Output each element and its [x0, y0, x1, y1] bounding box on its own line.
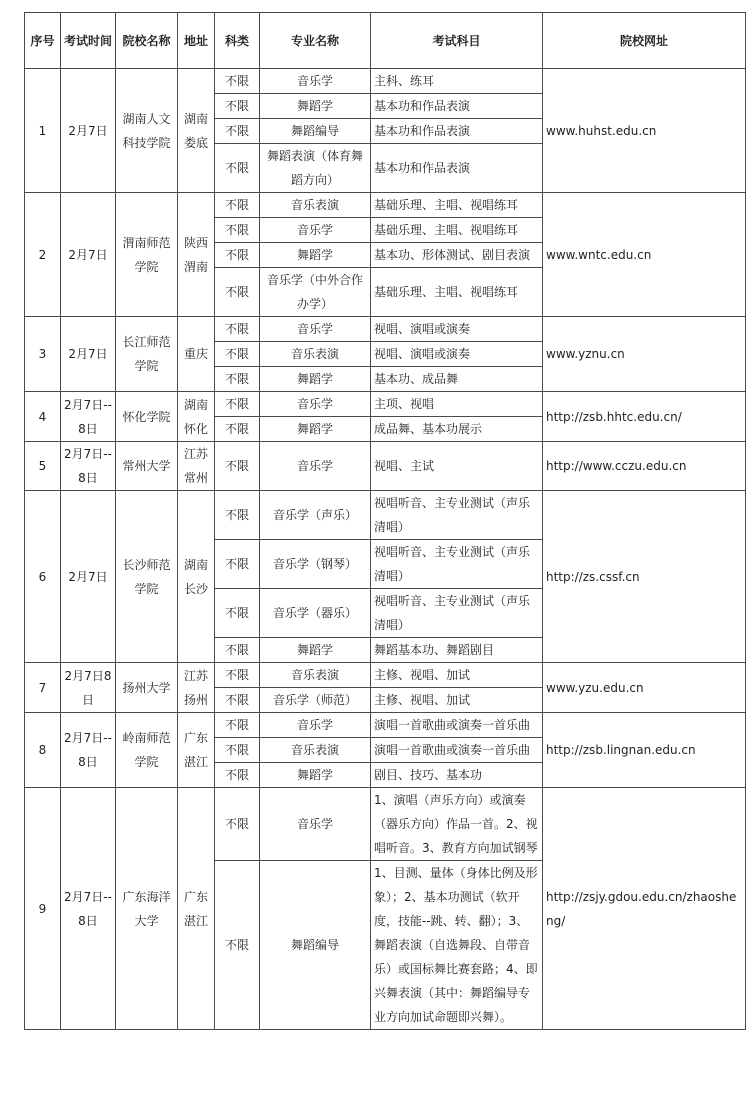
school-address: 广东湛江 — [178, 713, 215, 788]
major-category: 不限 — [215, 69, 260, 94]
school-website-link[interactable]: http://zs.cssf.cn — [543, 491, 746, 663]
exam-time: 2月7日 — [61, 69, 116, 193]
exam-time: 2月7日 — [61, 491, 116, 663]
major-category: 不限 — [215, 94, 260, 119]
table-row — [25, 392, 746, 417]
school-name: 怀化学院 — [116, 392, 178, 442]
school-website-link[interactable]: www.yzu.edu.cn — [543, 663, 746, 713]
major-category: 不限 — [215, 367, 260, 392]
school-website-link[interactable]: www.huhst.edu.cn — [543, 69, 746, 193]
table-row — [25, 491, 746, 540]
school-name: 渭南师范学院 — [116, 193, 178, 317]
row-number: 1 — [25, 69, 61, 193]
school-name: 岭南师范学院 — [116, 713, 178, 788]
major-name: 音乐学（师范） — [260, 688, 371, 713]
major-name: 音乐学（器乐） — [260, 589, 371, 638]
major-category: 不限 — [215, 268, 260, 317]
exam-subjects: 视唱听音、主专业测试（声乐清唱） — [371, 589, 543, 638]
exam-time: 2月7日--8日 — [61, 442, 116, 491]
major-name: 音乐学 — [260, 788, 371, 861]
table-body — [25, 69, 746, 1030]
exam-subjects: 主修、视唱、加试 — [371, 688, 543, 713]
school-name: 扬州大学 — [116, 663, 178, 713]
exam-subjects: 视唱听音、主专业测试（声乐清唱） — [371, 491, 543, 540]
header-address: 地址 — [178, 13, 215, 69]
exam-subjects: 视唱、演唱或演奏 — [371, 342, 543, 367]
exam-subjects: 剧目、技巧、基本功 — [371, 763, 543, 788]
major-category: 不限 — [215, 342, 260, 367]
school-name: 湖南人文科技学院 — [116, 69, 178, 193]
exam-subjects: 1、目测、量体（身体比例及形象）；2、基本功测试（软开度，技能--跳、转、翻）；3、舞蹈表演（自选舞段、自带音乐）或国标舞比赛套路；4、即兴舞表演（其中：舞蹈编导专业方向加试命题即兴舞）。 — [371, 861, 543, 1030]
school-address: 湖南怀化 — [178, 392, 215, 442]
header-major: 专业名称 — [260, 13, 371, 69]
exam-time: 2月7日 — [61, 193, 116, 317]
row-number: 2 — [25, 193, 61, 317]
school-website-link[interactable]: http://zsb.hhtc.edu.cn/ — [543, 392, 746, 442]
table-row — [25, 69, 746, 94]
school-name: 长江师范学院 — [116, 317, 178, 392]
major-name: 音乐学（声乐） — [260, 491, 371, 540]
major-name: 音乐表演 — [260, 342, 371, 367]
school-address: 陕西渭南 — [178, 193, 215, 317]
major-name: 舞蹈学 — [260, 94, 371, 119]
exam-subjects: 1、演唱（声乐方向）或演奏（器乐方向）作品一首。2、视唱听音。3、教育方向加试钢琴 — [371, 788, 543, 861]
row-number: 8 — [25, 713, 61, 788]
row-number: 3 — [25, 317, 61, 392]
major-name: 音乐表演 — [260, 663, 371, 688]
table-row — [25, 442, 746, 491]
exam-subjects: 基础乐理、主唱、视唱练耳 — [371, 268, 543, 317]
major-name: 音乐学 — [260, 69, 371, 94]
major-name: 音乐表演 — [260, 738, 371, 763]
table-row — [25, 788, 746, 861]
school-name: 广东海洋大学 — [116, 788, 178, 1030]
major-category: 不限 — [215, 491, 260, 540]
major-name: 音乐表演 — [260, 193, 371, 218]
exam-subjects: 视唱听音、主专业测试（声乐清唱） — [371, 540, 543, 589]
major-name: 音乐学 — [260, 713, 371, 738]
school-address: 江苏常州 — [178, 442, 215, 491]
header-school: 院校名称 — [116, 13, 178, 69]
school-website-link[interactable]: www.wntc.edu.cn — [543, 193, 746, 317]
exam-subjects: 基本功、形体测试、剧目表演 — [371, 243, 543, 268]
major-category: 不限 — [215, 317, 260, 342]
major-name: 音乐学（中外合作办学） — [260, 268, 371, 317]
major-category: 不限 — [215, 218, 260, 243]
major-category: 不限 — [215, 788, 260, 861]
major-name: 音乐学（钢琴） — [260, 540, 371, 589]
exam-subjects: 视唱、演唱或演奏 — [371, 317, 543, 342]
major-category: 不限 — [215, 738, 260, 763]
school-address: 湖南娄底 — [178, 69, 215, 193]
major-name: 音乐学 — [260, 317, 371, 342]
exam-time: 2月7日--8日 — [61, 788, 116, 1030]
exam-subjects: 基础乐理、主唱、视唱练耳 — [371, 218, 543, 243]
exam-time: 2月7日--8日 — [61, 392, 116, 442]
major-category: 不限 — [215, 589, 260, 638]
header-subjects: 考试科目 — [371, 13, 543, 69]
exam-time: 2月7日 — [61, 317, 116, 392]
exam-subjects: 舞蹈基本功、舞蹈剧目 — [371, 638, 543, 663]
major-name: 舞蹈编导 — [260, 119, 371, 144]
exam-subjects: 主修、视唱、加试 — [371, 663, 543, 688]
major-name: 舞蹈学 — [260, 367, 371, 392]
table-row — [25, 193, 746, 218]
major-name: 舞蹈表演（体育舞蹈方向） — [260, 144, 371, 193]
exam-subjects: 演唱一首歌曲或演奏一首乐曲 — [371, 738, 543, 763]
exam-subjects: 主项、视唱 — [371, 392, 543, 417]
school-name: 常州大学 — [116, 442, 178, 491]
major-name: 舞蹈编导 — [260, 861, 371, 1030]
major-category: 不限 — [215, 540, 260, 589]
table-row — [25, 317, 746, 342]
school-website-link[interactable]: www.yznu.cn — [543, 317, 746, 392]
school-address: 重庆 — [178, 317, 215, 392]
major-category: 不限 — [215, 713, 260, 738]
major-name: 舞蹈学 — [260, 417, 371, 442]
row-number: 4 — [25, 392, 61, 442]
major-category: 不限 — [215, 144, 260, 193]
exam-time: 2月7日--8日 — [61, 713, 116, 788]
exam-subjects: 基本功和作品表演 — [371, 144, 543, 193]
major-name: 音乐学 — [260, 392, 371, 417]
major-category: 不限 — [215, 688, 260, 713]
major-name: 音乐学 — [260, 218, 371, 243]
major-category: 不限 — [215, 663, 260, 688]
school-address: 江苏扬州 — [178, 663, 215, 713]
table-row — [25, 663, 746, 688]
major-category: 不限 — [215, 193, 260, 218]
header-category: 科类 — [215, 13, 260, 69]
school-address: 广东湛江 — [178, 788, 215, 1030]
major-category: 不限 — [215, 243, 260, 268]
exam-subjects: 主科、练耳 — [371, 69, 543, 94]
exam-time: 2月7日8日 — [61, 663, 116, 713]
major-category: 不限 — [215, 119, 260, 144]
exam-subjects: 成品舞、基本功展示 — [371, 417, 543, 442]
row-number: 6 — [25, 491, 61, 663]
school-address: 湖南长沙 — [178, 491, 215, 663]
header-row — [25, 13, 746, 69]
major-name: 舞蹈学 — [260, 243, 371, 268]
major-name: 舞蹈学 — [260, 763, 371, 788]
header-time: 考试时间 — [61, 13, 116, 69]
row-number: 5 — [25, 442, 61, 491]
admissions-table — [24, 12, 746, 1030]
exam-subjects: 基本功和作品表演 — [371, 119, 543, 144]
major-category: 不限 — [215, 763, 260, 788]
exam-subjects: 基本功和作品表演 — [371, 94, 543, 119]
school-name: 长沙师范学院 — [116, 491, 178, 663]
school-website-link[interactable]: http://www.cczu.edu.cn — [543, 442, 746, 491]
exam-subjects: 演唱一首歌曲或演奏一首乐曲 — [371, 713, 543, 738]
major-category: 不限 — [215, 417, 260, 442]
header-website: 院校网址 — [543, 13, 746, 69]
row-number: 9 — [25, 788, 61, 1030]
major-category: 不限 — [215, 442, 260, 491]
exam-subjects: 视唱、主试 — [371, 442, 543, 491]
exam-subjects: 基础乐理、主唱、视唱练耳 — [371, 193, 543, 218]
major-category: 不限 — [215, 638, 260, 663]
school-website-link[interactable]: http://zsjy.gdou.edu.cn/zhaosheng/ — [543, 788, 746, 1030]
major-name: 音乐学 — [260, 442, 371, 491]
table-row — [25, 713, 746, 738]
exam-subjects: 基本功、成品舞 — [371, 367, 543, 392]
major-category: 不限 — [215, 392, 260, 417]
header-no: 序号 — [25, 13, 61, 69]
row-number: 7 — [25, 663, 61, 713]
major-name: 舞蹈学 — [260, 638, 371, 663]
major-category: 不限 — [215, 861, 260, 1030]
school-website-link[interactable]: http://zsb.lingnan.edu.cn — [543, 713, 746, 788]
